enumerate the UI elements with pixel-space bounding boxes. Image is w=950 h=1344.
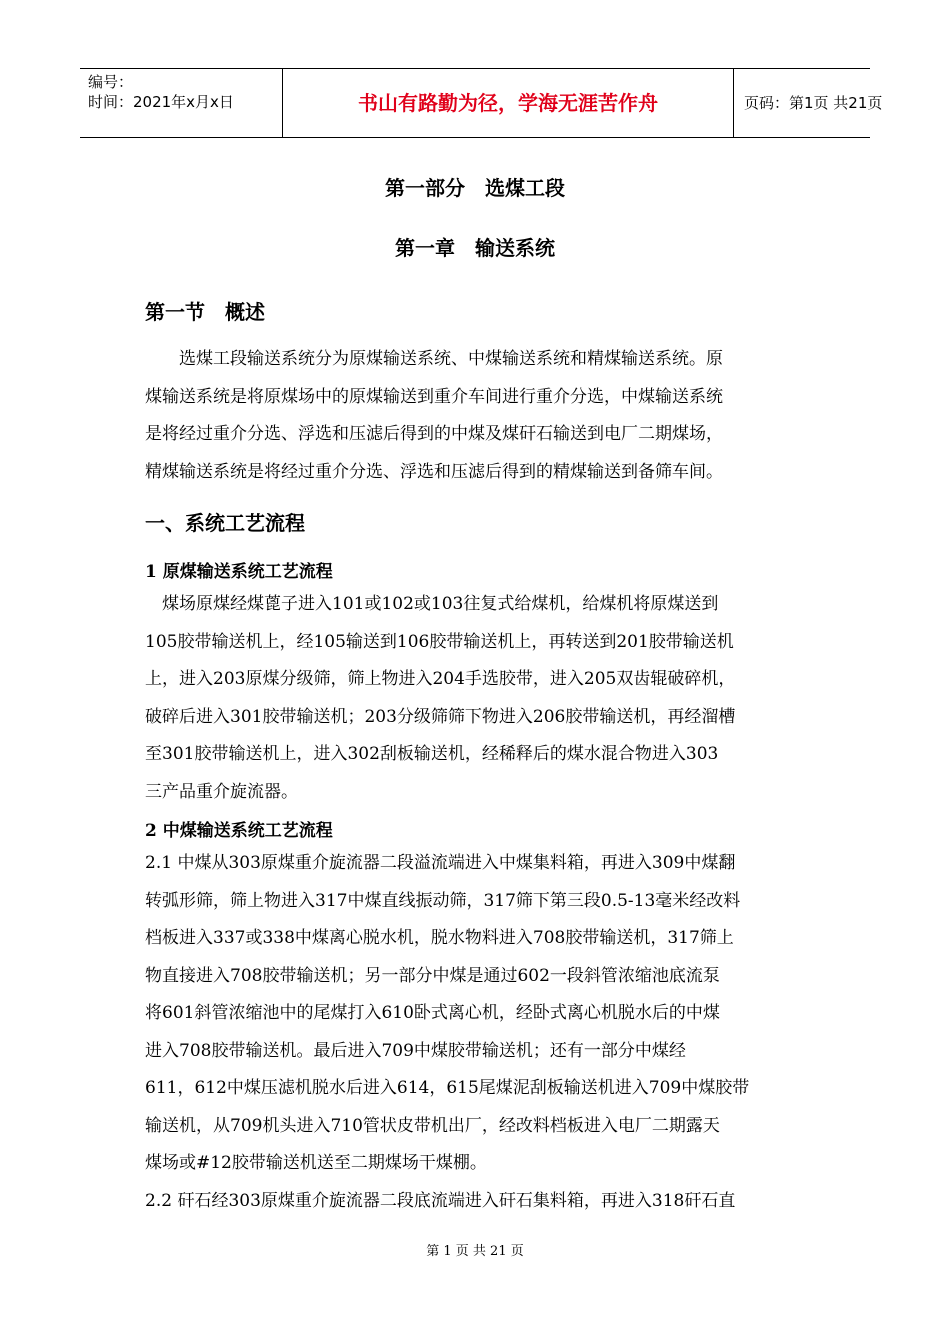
item1-title: 1 原煤输送系统工艺流程 <box>145 562 333 582</box>
text-line: 煤输送系统是将原煤场中的原煤输送到重介车间进行重介分选，中煤输送系统 <box>145 386 723 407</box>
text-line: 煤场或#12胶带输送机送至二期煤场干煤棚。 <box>145 1153 487 1173</box>
text-line: 进入708胶带输送机。最后进入709中煤胶带输送机；还有一部分中煤经 <box>145 1040 686 1061</box>
date-label: 时间：2021年x月x日 <box>88 93 234 111</box>
text-line: 破碎后进入301胶带输送机；203分级筛筛下物进入206胶带输送机，再经溜槽 <box>145 706 736 727</box>
chapter-title: 第一章 输送系统 <box>395 236 555 260</box>
text-line: 转弧形筛，筛上物进入317中煤直线振动筛，317筛下第三段0.5-13毫米经改料 <box>145 890 741 911</box>
number-label: 编号： <box>88 73 134 91</box>
header-meta <box>80 69 282 137</box>
text-line: 将601斜管浓缩池中的尾煤打入610卧式离心机，经卧式离心机脱水后的中煤 <box>145 1003 720 1023</box>
text-line: 输送机，从709机头进入710管状皮带机出厂，经改料档板进入电厂二期露天 <box>145 1115 720 1136</box>
part-title: 第一部分 选煤工段 <box>385 176 565 200</box>
text-line: 煤场原煤经煤蓖子进入101或102或103往复式给煤机，给煤机将原煤送到 <box>145 594 719 614</box>
text-line: 精煤输送系统是将经过重介分选、浮选和压滤后得到的精煤输送到备筛车间。 <box>145 461 723 482</box>
text-line: 档板进入337或338中煤离心脱水机，脱水物料进入708胶带输送机，317筛上 <box>145 928 734 948</box>
text-line: 选煤工段输送系统分为原煤输送系统、中煤输送系统和精煤输送系统。原 <box>145 349 723 369</box>
section-title: 第一节 概述 <box>145 300 265 324</box>
text-line: 三产品重介旋流器。 <box>145 781 298 802</box>
overview-paragraph <box>145 341 810 491</box>
text-line: 105胶带输送机上，经105输送到106胶带输送机上，再转送到201胶带输送机 <box>145 631 734 652</box>
item2-title: 2 中煤输送系统工艺流程 <box>145 821 333 841</box>
subsection-title: 一、系统工艺流程 <box>145 511 305 535</box>
text-line: 物直接进入708胶带输送机；另一部分中煤是通过602一段斜管浓缩池底流泵 <box>145 965 720 986</box>
text-line: 2.2 矸石经303原煤重介旋流器二段底流端进入矸石集料箱，再进入318矸石直 <box>145 1190 736 1211</box>
item1-paragraph <box>145 586 810 811</box>
text-line: 611，612中煤压滤机脱水后进入614，615尾煤泥刮板输送机进入709中煤胶带 <box>145 1078 750 1098</box>
text-line: 是将经过重介分选、浮选和压滤后得到的中煤及煤矸石输送到电厂二期煤场， <box>145 424 723 444</box>
item2-paragraph <box>145 845 810 1220</box>
text-line: 至301胶带输送机上，进入302刮板输送机，经稀释后的煤水混合物进入303 <box>145 744 719 764</box>
header-motto: 书山有路勤为径，学海无涯苦作舟 <box>282 69 734 137</box>
page-header <box>80 68 883 138</box>
header-page-info: 页码：第1页 共21页 <box>744 94 883 112</box>
text-line: 上，进入203原煤分级筛，筛上物进入204手选胶带，进入205双齿辊破碎机， <box>145 669 736 689</box>
text-line: 2.1 中煤从303原煤重介旋流器二段溢流端进入中煤集料箱，再进入309中煤翻 <box>145 853 736 873</box>
page-footer: 第 1 页 共 21 页 <box>426 1244 524 1259</box>
